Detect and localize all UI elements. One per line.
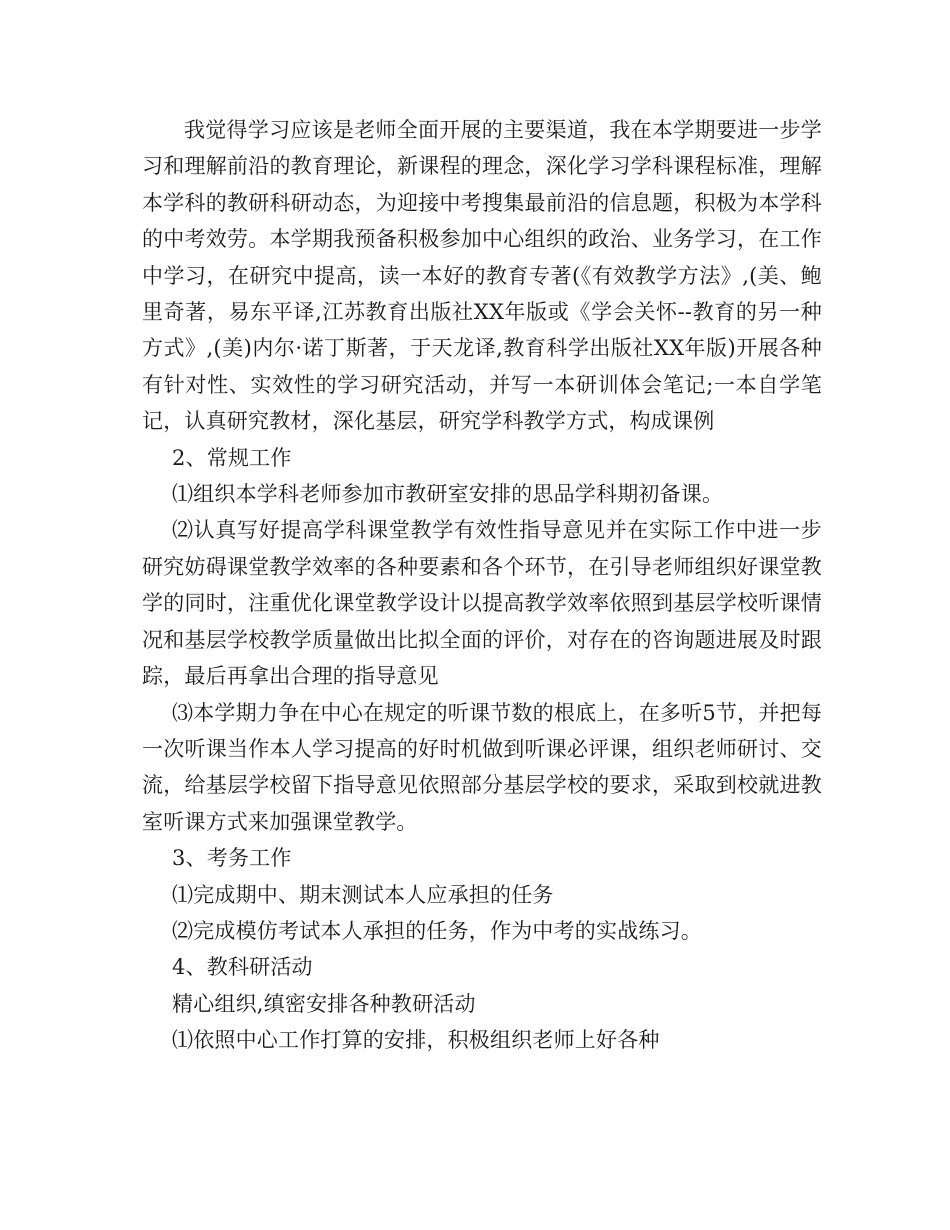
- item-routine-2: ⑵认真写好提高学科课堂教学有效性指导意见并在实际工作中进一步研究妨碍课堂教学效率的各种要素和各个环节，在引导老师组织好课堂教学的同时，注重优化课堂教学设计以提高教学效率依照到基层学校听课情况和基层学校教学质量做出比拟全面的评价，对存在的咨询题进展及时跟踪，最后再拿出合理的指导意见: [142, 518, 822, 689]
- heading-exam-work: 3、考务工作: [172, 846, 292, 871]
- item-research-1: ⑴依照中心工作打算的安排，积极组织老师上好各种: [172, 1028, 660, 1053]
- item-routine-3: ⑶本学期力争在中心在规定的听课节数的根底上，在多听5节，并把每一次听课当作本人学习提高的好时机做到听课必评课，组织老师研讨、交流，给基层学校留下指导意见依照部分基层学校的要求，采取到校就进教室听课方式来加强课堂教学。: [142, 700, 822, 834]
- paragraph-study: 我觉得学习应该是老师全面开展的主要渠道，我在本学期要进一步学习和理解前沿的教育理论，新课程的理念，深化学习学科课程标准，理解本学科的教研科研动态，为迎接中考搜集最前沿的信息题，积极为本学科的中考效劳。本学期我预备积极参加中心组织的政治、业务学习，在工作中学习，在研究中提高，读一本好的教育专著(《有效教学方法》,(美、鲍里奇著，易东平译,江苏教育出版社XX年版或《学会关怀--教育的另一种方式》,(美)内尔·诺丁斯著，于天龙译,教育科学出版社XX年版)开展各种有针对性、实效性的学习研究活动，并写一本研训体会笔记;一本自学笔记，认真研究教材，深化基层，研究学科教学方式，构成课例: [142, 118, 822, 434]
- item-exam-2: ⑵完成模仿考试本人承担的任务，作为中考的实战练习。: [172, 918, 702, 943]
- item-exam-1: ⑴完成期中、期末测试本人应承担的任务: [172, 882, 554, 907]
- research-intro-line: 精心组织,缜密安排各种教研活动: [172, 991, 476, 1016]
- document-body: [142, 112, 822, 1059]
- item-routine-1: ⑴组织本学科老师参加市教研室安排的思品学科期初备课。: [172, 482, 724, 507]
- heading-routine-work: 2、常规工作: [172, 445, 292, 470]
- heading-research-activity: 4、教科研活动: [172, 955, 313, 980]
